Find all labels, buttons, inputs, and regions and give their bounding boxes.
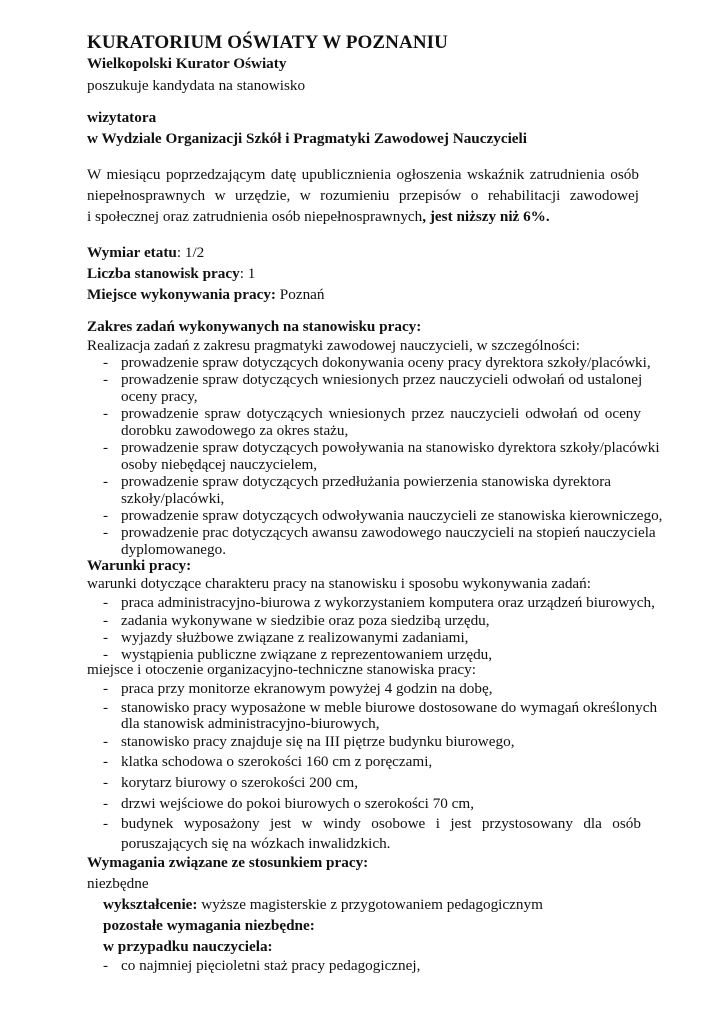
requirements-heading: Wymagania związane ze stosunkiem pracy:: [87, 854, 369, 871]
subtitle: Wielkopolski Kurator Oświaty: [87, 55, 287, 72]
env-3: klatka schodowa o szerokości 160 cm z poręczami,: [121, 753, 433, 770]
list-bullet: -: [103, 957, 109, 974]
seeking-text: poszukuje kandydata na stanowisko: [87, 77, 306, 94]
duty-5-line-0: prowadzenie spraw dotyczących odwoływania nauczycieli ze stanowiska kierowniczego,: [121, 507, 663, 524]
count-label: Liczba stanowisk pracy: [87, 265, 240, 282]
education-label: wykształcenie:: [103, 896, 198, 913]
list-bullet: -: [103, 753, 109, 770]
duty-3-line-0: prowadzenie spraw dotyczących powoływania na stanowisko dyrektora szkoły/placówki: [121, 439, 660, 456]
duty-6-line-0: prowadzenie prac dotyczących awansu zawodowego nauczycieli na stopień nauczyciela: [121, 524, 656, 541]
list-bullet: -: [103, 774, 109, 791]
place-value: Poznań: [275, 286, 325, 303]
notice-line-3: [87, 208, 550, 226]
place-label: Miejsce wykonywania pracy:: [87, 286, 276, 303]
duty-6-line-1: dyplomowanego.: [121, 541, 227, 558]
env-6-line-0: budynek wyposażony jest w windy osobowe i jest przystosowany dla osób: [121, 815, 641, 832]
etat-row: [87, 244, 204, 262]
duty-2-line-0: prowadzenie spraw dotyczących wniesionych przez nauczycieli odwołań od oceny: [121, 405, 641, 422]
notice-line-1: W miesiącu poprzedzającym datę upublicznienia ogłoszenia wskaźnik zatrudnienia osób: [87, 166, 639, 183]
list-bullet: -: [103, 629, 109, 646]
condition-2: wyjazdy służbowe związane z realizowanymi zadaniami,: [121, 629, 469, 646]
requirements-necessary: niezbędne: [87, 875, 149, 892]
notice-threshold: , jest niższy niż 6%.: [422, 208, 550, 225]
env-6-line-1: poruszających się na wózkach inwalidzkich.: [121, 835, 391, 852]
list-bullet: -: [103, 371, 109, 388]
environment-intro: miejsce i otoczenie organizacyjno-techniczne stanowiska pracy:: [87, 661, 476, 678]
duties-heading: Zakres zadań wykonywanych na stanowisku pracy:: [87, 318, 422, 335]
teacher-requirements-label: w przypadku nauczyciela:: [103, 938, 273, 955]
duty-4-line-0: prowadzenie spraw dotyczących przedłużania powierzenia stanowiska dyrektora: [121, 473, 611, 490]
count-value: : 1: [239, 265, 256, 282]
condition-1: zadania wykonywane w siedzibie oraz poza siedzibą urzędu,: [121, 612, 490, 629]
list-bullet: -: [103, 815, 109, 832]
etat-value: : 1/2: [176, 244, 205, 261]
list-bullet: -: [103, 680, 109, 697]
list-bullet: -: [103, 795, 109, 812]
condition-0: praca administracyjno-biurowa z wykorzystaniem komputera oraz urządzeń biurowych,: [121, 594, 655, 611]
duty-0-line-0: prowadzenie spraw dotyczących dokonywania oceny pracy dyrektora szkoły/placówki,: [121, 354, 651, 371]
env-5: drzwi wejściowe do pokoi biurowych o szerokości 70 cm,: [121, 795, 475, 812]
duty-2-line-1: dorobku zawodowego za okres stażu,: [121, 422, 349, 439]
department-name: w Wydziale Organizacji Szkół i Pragmatyki Zawodowej Nauczycieli: [87, 130, 527, 147]
env-4: korytarz biurowy o szerokości 200 cm,: [121, 774, 359, 791]
count-row: [87, 265, 255, 283]
teacher-requirement-0: co najmniej pięcioletni staż pracy pedagogicznej,: [121, 957, 421, 974]
notice-line-3-plain: i społecznej oraz zatrudnienia osób niepełnosprawnych: [87, 208, 423, 225]
list-bullet: -: [103, 594, 109, 611]
other-requirements-label: pozostałe wymagania niezbędne:: [103, 917, 315, 934]
page-title: KURATORIUM OŚWIATY W POZNANIU: [87, 32, 448, 53]
env-2: stanowisko pracy znajduje się na III piętrze budynku biurowego,: [121, 733, 515, 750]
duty-3-line-1: osoby niebędącej nauczycielem,: [121, 456, 318, 473]
duties-intro: Realizacja zadań z zakresu pragmatyki zawodowej nauczycieli, w szczególności:: [87, 337, 580, 354]
duty-4-line-1: szkoły/placówki,: [121, 490, 225, 507]
list-bullet: -: [103, 439, 109, 456]
place-row: [87, 286, 325, 304]
env-1-line-1: dla stanowisk administracyjno-biurowych,: [121, 715, 380, 732]
condition-3: wystąpienia publiczne związane z reprezentowaniem urzędu,: [121, 646, 493, 663]
list-bullet: -: [103, 473, 109, 490]
list-bullet: -: [103, 699, 109, 716]
list-bullet: -: [103, 507, 109, 524]
list-bullet: -: [103, 733, 109, 750]
list-bullet: -: [103, 524, 109, 541]
notice-line-2: niepełnosprawnych w urzędzie, w rozumieniu przepisów o rehabilitacji zawodowej: [87, 187, 639, 204]
list-bullet: -: [103, 354, 109, 371]
duty-1-line-0: prowadzenie spraw dotyczących wniesionych przez nauczycieli odwołań od ustalonej: [121, 371, 643, 388]
position-name: wizytatora: [87, 109, 157, 126]
list-bullet: -: [103, 612, 109, 629]
education-row: [103, 896, 543, 914]
education-value: wyższe magisterskie z przygotowaniem pedagogicznym: [197, 896, 543, 913]
etat-label: Wymiar etatu: [87, 244, 177, 261]
conditions-heading: Warunki pracy:: [87, 557, 192, 574]
list-bullet: -: [103, 646, 109, 663]
duty-1-line-1: oceny pracy,: [121, 388, 198, 405]
env-0: praca przy monitorze ekranowym powyżej 4 godzin na dobę,: [121, 680, 493, 697]
env-1-line-0: stanowisko pracy wyposażone w meble biurowe dostosowane do wymagań określonych: [121, 699, 658, 716]
list-bullet: -: [103, 405, 109, 422]
conditions-intro: warunki dotyczące charakteru pracy na stanowisku i sposobu wykonywania zadań:: [87, 575, 591, 592]
